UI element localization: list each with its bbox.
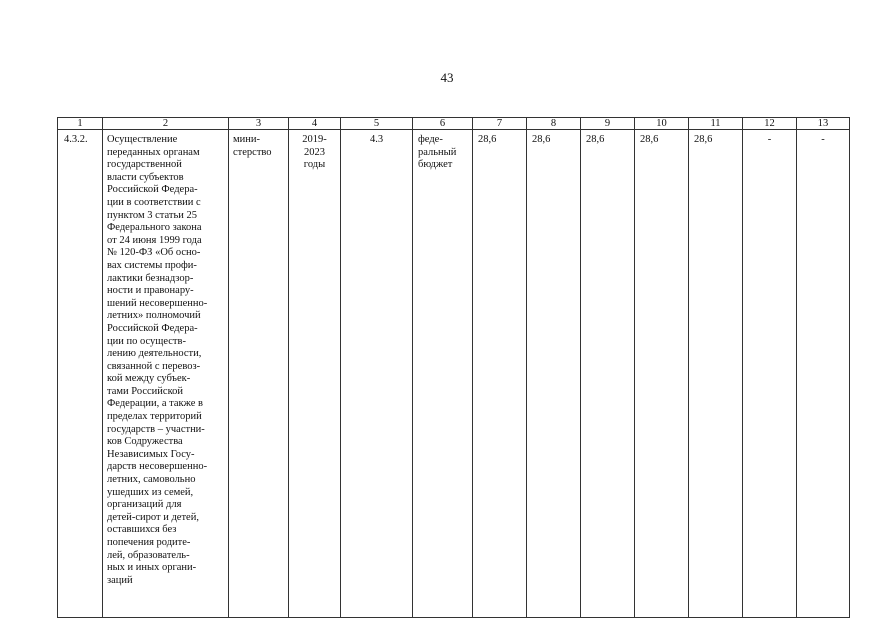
row-reference: 4.3	[341, 130, 413, 618]
row-value: 28,6	[473, 130, 527, 618]
column-header: 10	[635, 118, 689, 130]
column-header: 13	[797, 118, 850, 130]
row-value: 28,6	[689, 130, 743, 618]
column-header: 9	[581, 118, 635, 130]
program-table	[57, 117, 850, 618]
column-header: 4	[289, 118, 341, 130]
header-row	[58, 118, 850, 130]
row-value: 28,6	[527, 130, 581, 618]
row-description: Осуществление переданных органам государственной власти субъектов Российской Федера- ции в соответствии с пунктом 3 статьи 25 Федерального закона от 24 июня 1999 года № 120-ФЗ «Об осно- вах системы профи- лактики безнадзор- ности и правонару- шений несовершенно- летних» полномочий Российской Федера- ции по осуществ- лению деятельности, связанной с перевоз- кой между субъек- тами Российской Федерации, а также в пределах территорий государств – участни- ков Содружества Независимых Госу- дарств несовершенно- летних, самовольно ушедших из семей, организаций для детей-сирот и детей, оставшихся без попечения родите- лей, образователь- ных и иных органи- заций	[103, 130, 229, 618]
row-executor: мини- стерство	[229, 130, 289, 618]
column-header: 8	[527, 118, 581, 130]
column-header: 12	[743, 118, 797, 130]
column-header: 7	[473, 118, 527, 130]
row-period: 2019- 2023 годы	[289, 130, 341, 618]
row-empty-value: -	[797, 130, 850, 618]
row-funding-source: феде- ральный бюджет	[413, 130, 473, 618]
row-empty-value: -	[743, 130, 797, 618]
column-header: 3	[229, 118, 289, 130]
row-number: 4.3.2.	[58, 130, 103, 618]
column-header: 5	[341, 118, 413, 130]
column-header: 6	[413, 118, 473, 130]
table-row	[58, 130, 850, 618]
row-value: 28,6	[581, 130, 635, 618]
column-header: 2	[103, 118, 229, 130]
column-header: 1	[58, 118, 103, 130]
row-value: 28,6	[635, 130, 689, 618]
column-header: 11	[689, 118, 743, 130]
page-number: 43	[440, 70, 454, 85]
